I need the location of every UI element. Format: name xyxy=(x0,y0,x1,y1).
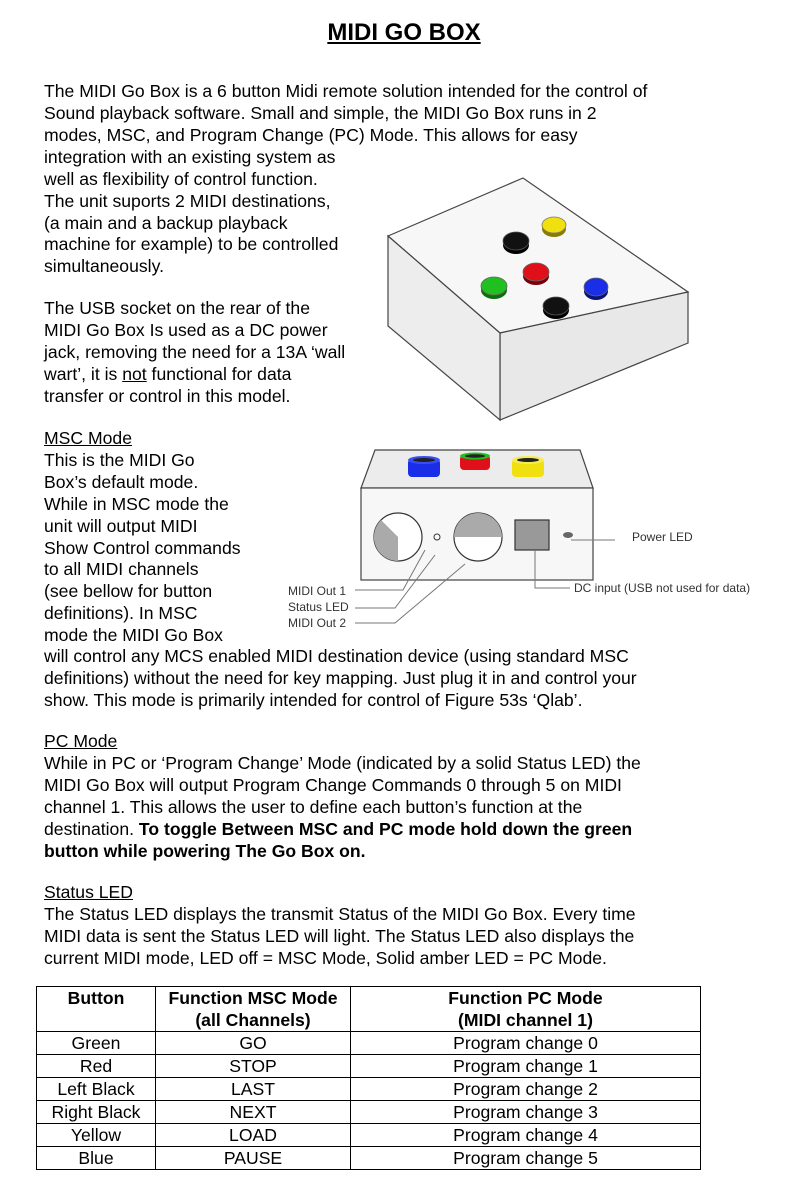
cell-pc: Program change 4 xyxy=(351,1124,701,1147)
table-row xyxy=(37,1124,701,1147)
table-row xyxy=(37,1078,701,1101)
button-red xyxy=(523,263,549,285)
cell-button: Green xyxy=(37,1032,156,1055)
label-power-led: Power LED xyxy=(632,530,693,544)
header-msc xyxy=(156,987,351,1032)
msc-line: mode the MIDI Go Box xyxy=(44,625,223,645)
msc-line: While in MSC mode the xyxy=(44,494,229,514)
cell-button: Left Black xyxy=(37,1078,156,1101)
callout-midi-out-2 xyxy=(355,564,465,623)
intro-line: The unit suports 2 MIDI destinations, xyxy=(44,191,331,211)
pc-bold-text: To toggle Between MSC and PC mode hold down the green xyxy=(138,819,633,839)
status-line: MIDI data is sent the Status LED will light. The Status LED also displays the xyxy=(44,926,635,946)
usb-line: The USB socket on the rear of the xyxy=(44,298,311,318)
button-blue xyxy=(584,278,608,300)
header-pc-line1: Function PC Mode xyxy=(448,988,603,1008)
button-black-left xyxy=(503,232,529,254)
cell-pc: Program change 3 xyxy=(351,1101,701,1124)
cell-msc: LOAD xyxy=(156,1124,351,1147)
usb-text: wart’, it is xyxy=(44,364,123,384)
status-line: current MIDI mode, LED off = MSC Mode, Solid amber LED = PC Mode. xyxy=(44,948,607,968)
msc-line: definitions) without the need for key mapping. Just plug it in and control your xyxy=(44,668,637,688)
msc-line: definitions). In MSC xyxy=(44,603,198,623)
cell-msc: NEXT xyxy=(156,1101,351,1124)
cell-msc: PAUSE xyxy=(156,1147,351,1170)
button-yellow xyxy=(542,217,566,237)
page-title: MIDI GO BOX xyxy=(327,19,481,46)
pc-line: MIDI Go Box will output Program Change Commands 0 through 5 on MIDI xyxy=(44,775,622,795)
intro-line: well as flexibility of control function. xyxy=(44,169,318,189)
cell-button: Right Black xyxy=(37,1101,156,1124)
rear-button-yellow xyxy=(512,456,544,477)
table-row xyxy=(37,1101,701,1124)
pc-text: destination. xyxy=(44,819,139,839)
label-midi-out-1: MIDI Out 1 xyxy=(288,584,347,598)
pc-bold-text: button while powering The Go Box on. xyxy=(44,841,366,861)
usb-line xyxy=(44,364,291,385)
label-dc-input: DC input (USB not used for data) xyxy=(574,581,751,595)
msc-line: unit will output MIDI xyxy=(44,516,198,536)
header-pc xyxy=(351,987,701,1032)
intro-line: machine for example) to be controlled xyxy=(44,234,339,254)
table-row xyxy=(37,1055,701,1078)
table-row xyxy=(37,1032,701,1055)
intro-line: The MIDI Go Box is a 6 button Midi remote solution intended for the control of xyxy=(44,81,648,101)
status-heading xyxy=(44,882,133,903)
header-msc-line2: (all Channels) xyxy=(195,1010,311,1030)
pc-heading xyxy=(44,731,117,752)
cell-msc: STOP xyxy=(156,1055,351,1078)
cell-button: Yellow xyxy=(37,1124,156,1147)
header-pc-line2: (MIDI channel 1) xyxy=(458,1010,593,1030)
intro-line: integration with an existing system as xyxy=(44,147,336,167)
intro-line: (a main and a backup playback xyxy=(44,213,288,233)
table-header-row xyxy=(37,987,701,1032)
rear-button-red-green xyxy=(460,453,490,471)
msc-line: show. This mode is primarily intended for control of Figure 53s ‘Qlab’. xyxy=(44,690,583,710)
cell-msc: LAST xyxy=(156,1078,351,1101)
msc-heading xyxy=(44,428,132,449)
header-button-text: Button xyxy=(67,988,125,1008)
pc-line xyxy=(44,819,632,840)
header-button xyxy=(37,987,156,1032)
header-msc-line1: Function MSC Mode xyxy=(168,988,338,1008)
pc-line xyxy=(44,841,366,862)
usb-line: transfer or control in this model. xyxy=(44,386,291,406)
button-function-table xyxy=(36,986,701,1170)
callout-midi-out-1 xyxy=(355,550,425,590)
pc-line: While in PC or ‘Program Change’ Mode (indicated by a solid Status LED) the xyxy=(44,753,641,773)
msc-line: (see bellow for button xyxy=(44,581,213,601)
msc-heading-text: MSC Mode xyxy=(44,428,132,448)
cell-pc: Program change 1 xyxy=(351,1055,701,1078)
intro-line: Sound playback software. Small and simple, the MIDI Go Box runs in 2 xyxy=(44,103,597,123)
usb-line: MIDI Go Box Is used as a DC power xyxy=(44,320,328,340)
cell-button: Blue xyxy=(37,1147,156,1170)
cell-pc: Program change 0 xyxy=(351,1032,701,1055)
msc-line: Show Control commands xyxy=(44,538,241,558)
label-midi-out-2: MIDI Out 2 xyxy=(288,616,347,630)
msc-line: will control any MCS enabled MIDI destination device (using standard MSC xyxy=(44,646,629,666)
cell-pc: Program change 5 xyxy=(351,1147,701,1170)
button-green xyxy=(481,277,507,299)
status-heading-text: Status LED xyxy=(44,882,133,902)
usb-emphasis: not xyxy=(122,364,147,384)
cell-msc: GO xyxy=(156,1032,351,1055)
status-line: The Status LED displays the transmit Status of the MIDI Go Box. Every time xyxy=(44,904,636,924)
cell-pc: Program change 2 xyxy=(351,1078,701,1101)
intro-line: modes, MSC, and Program Change (PC) Mode. This allows for easy xyxy=(44,125,578,145)
msc-line: to all MIDI channels xyxy=(44,559,199,579)
intro-line: simultaneously. xyxy=(44,256,164,276)
usb-line: jack, removing the need for a 13A ‘wall xyxy=(44,342,346,362)
msc-line: Box’s default mode. xyxy=(44,472,199,492)
usb-text: functional for data xyxy=(146,364,292,384)
label-status-led: Status LED xyxy=(288,600,349,614)
cell-button: Red xyxy=(37,1055,156,1078)
callout-dc-input xyxy=(535,550,570,588)
button-black-right xyxy=(543,297,569,319)
msc-line: This is the MIDI Go xyxy=(44,450,195,470)
table-row xyxy=(37,1147,701,1170)
pc-heading-text: PC Mode xyxy=(44,731,118,751)
rear-button-blue xyxy=(408,456,440,477)
pc-line: channel 1. This allows the user to define each button’s function at the xyxy=(44,797,583,817)
box-top-view-illustration xyxy=(385,158,695,430)
